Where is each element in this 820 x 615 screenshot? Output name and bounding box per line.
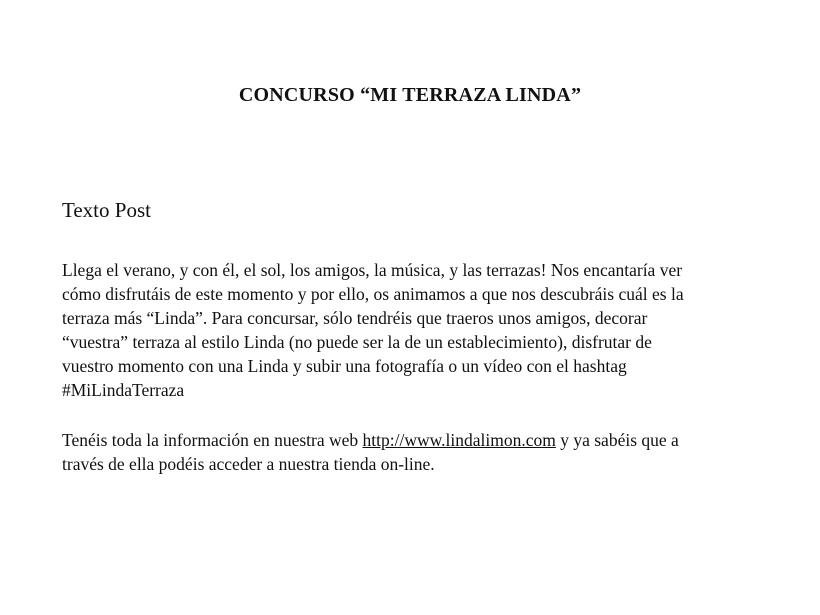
info-text-after-link: y ya sabéis que a xyxy=(555,430,679,450)
hashtag-line: #MiLindaTerraza xyxy=(62,380,185,400)
paragraph-line: Llega el verano, y con él, el sol, los amigos, la música, y las terrazas! Nos encantaría ver xyxy=(62,260,683,280)
paragraph-line: vuestro momento con una Linda y subir una fotografía o un vídeo con el hashtag xyxy=(62,356,627,376)
paragraph-line: terraza más “Linda”. Para concursar, sólo tendréis que traeros unos amigos, decorar xyxy=(62,308,648,328)
post-text-paragraph xyxy=(62,258,782,402)
website-link[interactable]: http://www.lindalimon.com xyxy=(362,430,556,450)
document-title: CONCURSO “MI TERRAZA LINDA” xyxy=(238,84,582,106)
info-line-1 xyxy=(62,428,782,452)
info-line-2: través de ella podéis acceder a nuestra tienda on-line. xyxy=(62,454,435,474)
section-heading: Texto Post xyxy=(62,198,151,222)
paragraph-line: “vuestra” terraza al estilo Linda (no puede ser la de un establecimiento), disfrutar de xyxy=(62,332,652,352)
paragraph-line: cómo disfrutáis de este momento y por ello, os animamos a que nos descubráis cuál es la xyxy=(62,284,684,304)
info-text-before-link: Tenéis toda la información en nuestra web xyxy=(62,430,363,450)
info-paragraph xyxy=(62,428,782,476)
